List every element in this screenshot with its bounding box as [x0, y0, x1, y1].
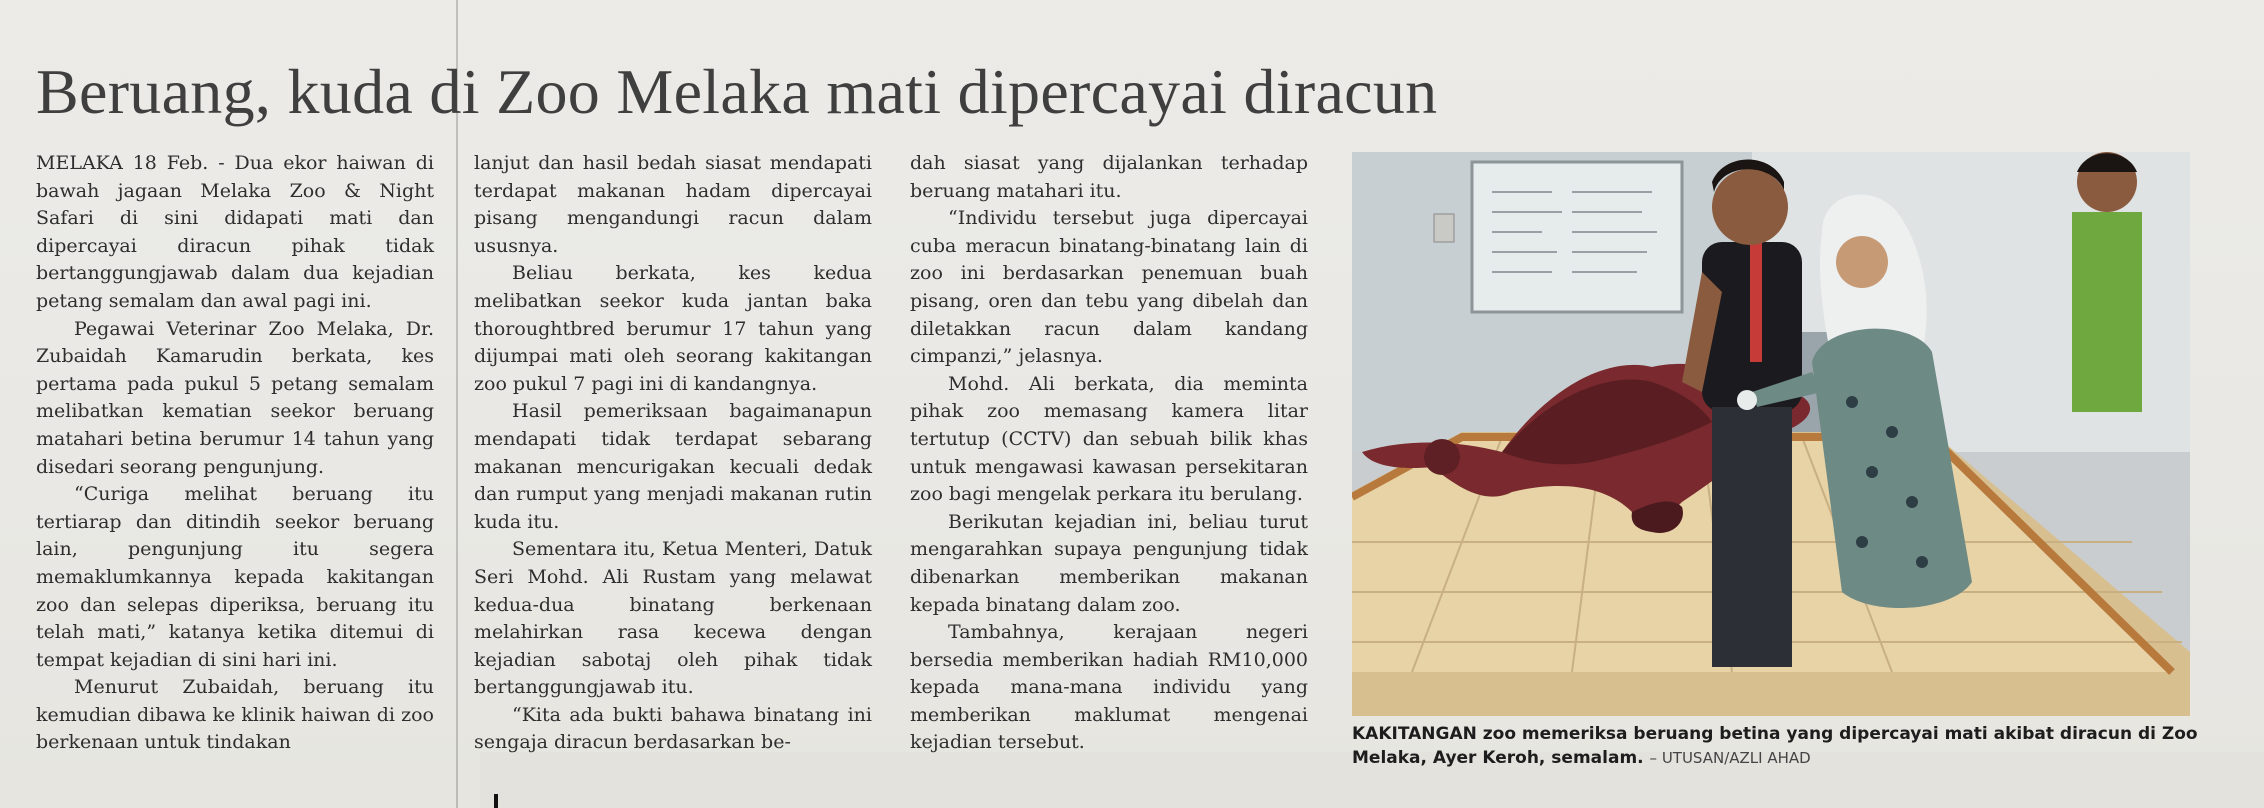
- article-column-2: [474, 150, 872, 757]
- photo-caption: [1352, 722, 2212, 770]
- paragraph: Hasil pemeriksaan bagaimanapun mendapati tidak terdapat sebarang makanan mencurigakan kecuali dedak dan rumput yang menjadi makanan rutin kuda itu.: [474, 400, 872, 533]
- zoo-staff-examining-bear-photo: [1352, 152, 2190, 716]
- paragraph: Menurut Zubaidah, beruang itu kemudian dibawa ke klinik haiwan di zoo berkenaan untuk tindakan: [36, 676, 434, 754]
- paragraph: Beliau berkata, kes kedua melibatkan seekor kuda jantan baka thoroughtbred berumur 17 tahun yang dijumpai mati oleh seorang kakitangan zoo pukul 7 pagi ini di kandangnya.: [474, 262, 872, 395]
- paragraph: Tambahnya, kerajaan negeri bersedia memberikan hadiah RM10,000 kepada mana-mana individu yang memberikan maklumat mengenai kejadian tersebut.: [910, 621, 1308, 754]
- article-headline: Beruang, kuda di Zoo Melaka mati dipercayai diracun: [36, 56, 1438, 127]
- paragraph: “Curiga melihat beruang itu tertiarap dan ditindih seekor beruang lain, pengunjung itu segera memaklumkannya kepada kakitangan zoo dan selepas diperiksa, beruang itu telah mati,” katanya ketika ditemui di tempat kejadian di sini hari ini.: [36, 483, 434, 671]
- paragraph: Sementara itu, Ketua Menteri, Datuk Seri Mohd. Ali Rustam yang melawat kedua-dua binatang berkenaan melahirkan rasa kecewa dengan kejadian sabotaj oleh pihak tidak bertanggungjawab itu.: [474, 538, 872, 699]
- caption-text: KAKITANGAN zoo memeriksa beruang betina yang dipercayai mati akibat diracun di Zoo Melaka, Ayer Keroh, semalam.: [1352, 724, 2198, 768]
- article-column-3: [910, 150, 1308, 757]
- paragraph: “Individu tersebut juga dipercayai cuba meracun binatang-binatang lain di zoo ini berdasarkan penemuan buah pisang, oren dan tebu yang dibelah dan diletakkan racun dalam kandang cimpanzi,” jelasnya.: [910, 207, 1308, 368]
- photo-credit: – UTUSAN/AZLI AHAD: [1649, 749, 1811, 767]
- divider: [494, 794, 498, 808]
- paragraph: “Kita ada bukti bahawa binatang ini sengaja diracun berdasarkan be-: [474, 703, 872, 754]
- news-photo: [1352, 152, 2190, 716]
- paragraph: Berikutan kejadian ini, beliau turut mengarahkan supaya pengunjung tidak dibenarkan memberikan makanan kepada binatang dalam zoo.: [910, 510, 1308, 616]
- paragraph: dah siasat yang dijalankan terhadap beruang matahari itu.: [910, 152, 1308, 202]
- paragraph: Mohd. Ali berkata, dia meminta pihak zoo memasang kamera litar tertutup (CCTV) dan sebuah bilik khas untuk mengawasi kawasan persekitaran zoo bagi mengelak perkara itu berulang.: [910, 372, 1308, 506]
- paragraph: Pegawai Veterinar Zoo Melaka, Dr. Zubaidah Kamarudin berkata, kes pertama pada pukul 5 petang semalam melibatkan kematian seekor beruang matahari betina berumur 14 tahun yang disedari seorang pengunjung.: [36, 317, 434, 478]
- paragraph: lanjut dan hasil bedah siasat mendapati terdapat makanan hadam dipercayai pisang mengandungi racun dalam ususnya.: [474, 152, 872, 257]
- article-column-1: [36, 150, 434, 757]
- paragraph: MELAKA 18 Feb. - Dua ekor haiwan di bawah jagaan Melaka Zoo & Night Safari di sini didapati mati dan dipercayai diracun pihak tidak bertanggungjawab dalam dua kejadian petang semalam dan awal pagi ini.: [36, 152, 434, 312]
